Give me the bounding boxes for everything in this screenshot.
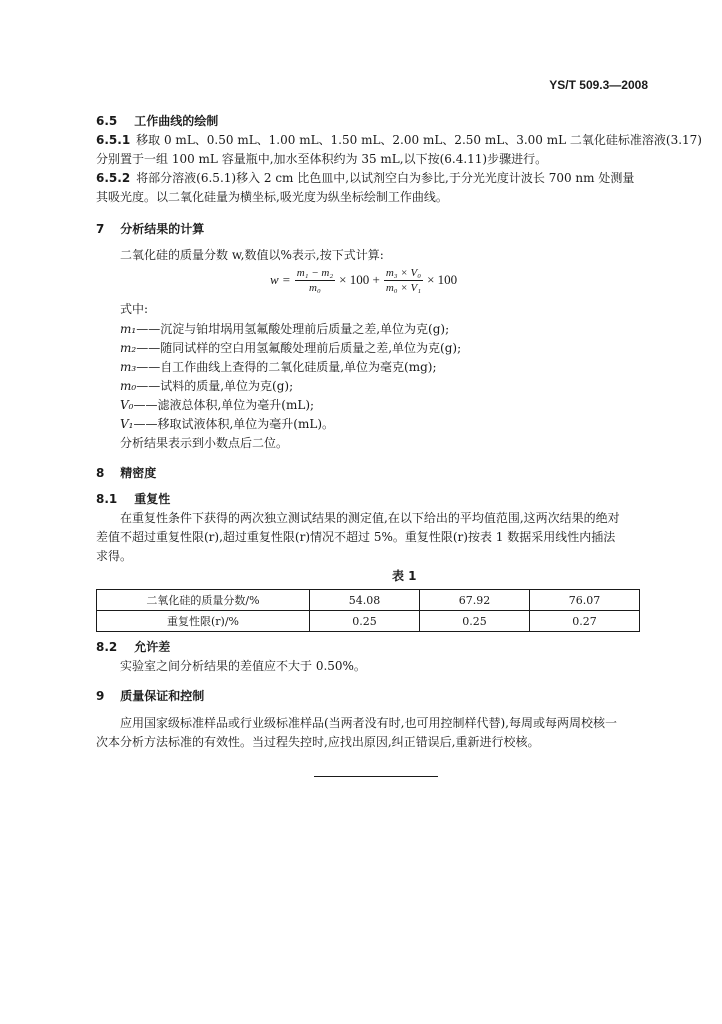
section-number: 8 xyxy=(96,466,105,480)
row-label: 重复性限(r)/% xyxy=(97,611,310,632)
section-number: 7 xyxy=(96,222,105,236)
table-cell: 67.92 xyxy=(420,590,530,611)
clause-text: 将部分溶液(6.5.1)移入 2 cm 比色皿中,以试剂空白为参比,于分光光度计波长 700 nm 处测量 xyxy=(136,171,635,185)
definition-text: ——试料的质量,单位为克(g); xyxy=(136,379,294,393)
definition-text: ——沉淀与铂坩埚用氢氟酸处理前后质量之差,单位为克(g); xyxy=(136,322,450,336)
definition-item xyxy=(120,358,437,376)
section-number: 6.5 xyxy=(96,114,118,128)
definition-item xyxy=(120,415,334,433)
section-number: 9 xyxy=(96,689,105,703)
definition-text: ——随同试样的空白用氢氟酸处理前后质量之差,单位为克(g); xyxy=(136,341,462,355)
para-6-5-1-line2: 分别置于一组 100 mL 容量瓶中,加水至体积约为 35 mL,以下按(6.4.11)步骤进行。 xyxy=(96,152,548,166)
table-cell: 0.25 xyxy=(310,611,420,632)
section-9-heading xyxy=(96,687,204,705)
section-7-heading xyxy=(96,220,204,238)
table-row xyxy=(97,611,640,632)
fraction-1 xyxy=(295,266,335,295)
para-6-5-2-line1 xyxy=(96,169,634,187)
fraction-2 xyxy=(384,266,423,295)
definition-item xyxy=(120,320,449,338)
definition-item xyxy=(120,377,293,395)
definition-symbol: V₁ xyxy=(120,417,134,431)
section-title: 工作曲线的绘制 xyxy=(134,114,219,128)
definition-text: ——自工作曲线上查得的二氧化硅质量,单位为毫克(mg); xyxy=(136,360,437,374)
section-8-2-heading xyxy=(96,638,170,656)
section-title: 分析结果的计算 xyxy=(120,222,205,236)
end-rule xyxy=(314,776,438,777)
table-cell: 54.08 xyxy=(310,590,420,611)
definition-item xyxy=(120,339,461,357)
standard-code: YS/T 509.3—2008 xyxy=(549,78,648,92)
table-caption: 表 1 xyxy=(392,569,417,583)
fraction-2-numerator: m₃ × V₀ xyxy=(385,266,422,279)
clause-text: 移取 0 mL、0.50 mL、1.00 mL、1.50 mL、2.00 mL、2.50 mL、3.00 mL 二氧化硅标准溶液(3.17) xyxy=(136,133,702,147)
formula-lhs: w = xyxy=(270,272,291,287)
para-8-1-line1: 在重复性条件下获得的两次独立测试结果的测定值,在以下给出的平均值范围,这两次结果的绝对 xyxy=(120,511,620,525)
definition-item xyxy=(120,396,314,414)
definition-symbol: m₂ xyxy=(120,341,137,355)
section-8-1-heading xyxy=(96,490,170,508)
fraction-1-numerator: m₁ − m₂ xyxy=(296,266,334,279)
para-8-1-line2: 差值不超过重复性限(r),超过重复性限(r)情况不超过 5%。重复性限(r)按表 1 数据采用线性内插法 xyxy=(96,530,616,544)
fraction-2-denominator: m₀ × V₁ xyxy=(385,281,422,294)
formula-tail: × 100 xyxy=(427,272,458,287)
table-cell: 0.27 xyxy=(530,611,640,632)
definition-text: ——移取试液体积,单位为毫升(mL)。 xyxy=(133,417,335,431)
para-8-1-line3: 求得。 xyxy=(96,549,133,563)
para-6-5-1-line1 xyxy=(96,131,702,149)
para-8-2: 实验室之间分析结果的差值应不大于 0.50%。 xyxy=(120,659,366,673)
definition-symbol: m₀ xyxy=(120,379,137,393)
definition-symbol: V₀ xyxy=(120,398,134,412)
definition-symbol: m₃ xyxy=(120,360,137,374)
section-number: 8.1 xyxy=(96,492,118,506)
calculation-formula xyxy=(270,262,457,298)
para-9-line2: 次本分析方法标准的有效性。当过程失控时,应找出原因,纠正错误后,重新进行校核。 xyxy=(96,735,540,749)
definition-text: ——滤液总体积,单位为毫升(mL); xyxy=(133,398,315,412)
clause-number: 6.5.1 xyxy=(96,133,131,147)
table-row xyxy=(97,590,640,611)
section-title: 重复性 xyxy=(134,492,171,506)
clause-number: 6.5.2 xyxy=(96,171,131,185)
table-cell: 76.07 xyxy=(530,590,640,611)
section-number: 8.2 xyxy=(96,640,118,654)
row-label: 二氧化硅的质量分数/% xyxy=(97,590,310,611)
calc-intro: 二氧化硅的质量分数 w,数值以%表示,按下式计算: xyxy=(120,248,384,262)
definition-symbol: m₁ xyxy=(120,322,137,336)
table-cell: 0.25 xyxy=(420,611,530,632)
section-title: 允许差 xyxy=(134,640,171,654)
para-6-5-2-line2: 其吸光度。以二氧化硅量为横坐标,吸光度为纵坐标绘制工作曲线。 xyxy=(96,190,448,204)
section-title: 质量保证和控制 xyxy=(120,689,205,703)
fraction-1-denominator: m₀ xyxy=(309,281,321,294)
para-9-line1: 应用国家级标准样品或行业级标准样品(当两者没有时,也可用控制样代替),每周或每两周校核一 xyxy=(120,716,617,730)
section-6-5-heading xyxy=(96,112,218,130)
result-note: 分析结果表示到小数点后二位。 xyxy=(120,436,289,450)
formula-mid: × 100 + xyxy=(339,272,380,287)
precision-table xyxy=(96,589,640,632)
section-8-heading xyxy=(96,464,156,482)
where-label: 式中: xyxy=(120,302,149,316)
section-title: 精密度 xyxy=(120,466,157,480)
